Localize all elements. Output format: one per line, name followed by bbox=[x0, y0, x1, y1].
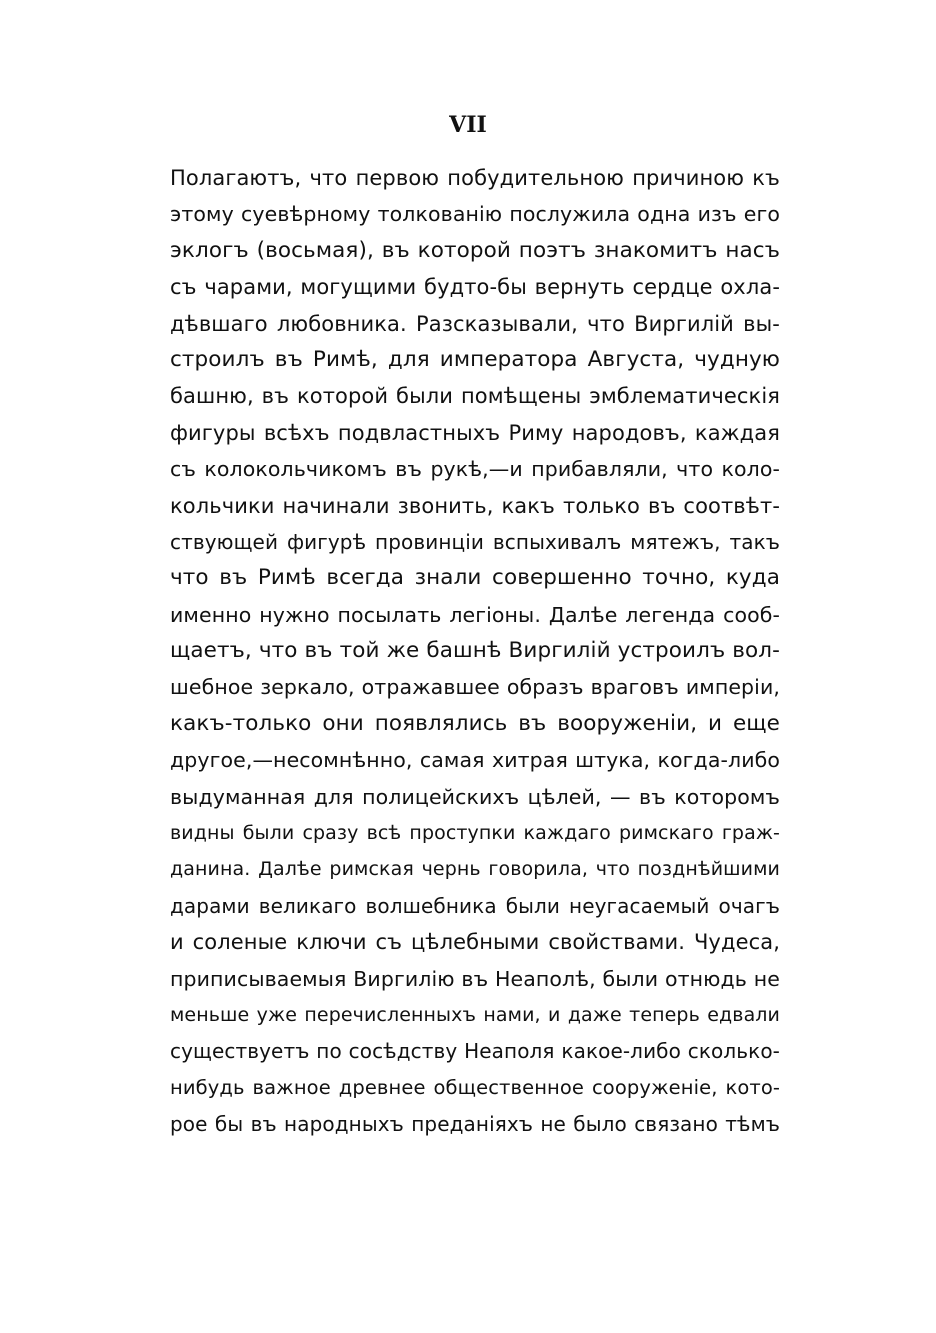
text-line: существуетъ по сосѣдству Неаполя какое-либо сколько- bbox=[170, 1039, 780, 1064]
text-line: рое бы въ народныхъ преданіяхъ не было связано тѣмъ bbox=[170, 1112, 780, 1137]
text-line: щаетъ, что въ той же башнѣ Виргилій устроилъ вол- bbox=[170, 638, 780, 664]
text-line: фигуры всѣхъ подвластныхъ Риму народовъ, каждая bbox=[170, 420, 780, 445]
text-line: дѣвшаго любовника. Разсказывали, что Виргилій вы- bbox=[170, 311, 780, 336]
text-line: этому суевѣрному толкованію послужила одна изъ его bbox=[170, 202, 780, 227]
text-line: видны были сразу всѣ проступки каждаго римскаго граж- bbox=[170, 822, 780, 845]
text-line: кольчики начинали звонить, какъ только въ соотвѣт- bbox=[170, 493, 780, 518]
text-line: ствующей фигурѣ провинціи вспыхивалъ мятежъ, такъ bbox=[170, 529, 780, 554]
text-line: дарами великаго волшебника были неугасаемый очагъ bbox=[170, 893, 780, 918]
text-line: эклогъ (восьмая), въ которой поэтъ знакомитъ насъ bbox=[170, 237, 780, 263]
text-line: и соленые ключи съ цѣлебными свойствами. Чудеса, bbox=[170, 930, 780, 955]
text-line: съ колокольчикомъ въ рукѣ,—и прибавляли, что коло- bbox=[170, 457, 780, 482]
body-text bbox=[170, 160, 780, 1143]
text-line: именно нужно посылать легіоны. Далѣе легенда сооб- bbox=[170, 602, 780, 627]
text-line: меньше уже перечисленныхъ нами, и даже теперь едвали bbox=[170, 1003, 780, 1026]
text-line: башню, въ которой были помѣщены эмблематическія bbox=[170, 384, 780, 409]
text-line: Полагаютъ, что первою побудительною причиною къ bbox=[170, 166, 780, 190]
text-line: строилъ въ Римѣ, для императора Августа, чудную bbox=[170, 346, 780, 372]
page-number: VII bbox=[449, 112, 487, 138]
text-line: нибудь важное древнее общественное сооруженіе, кото- bbox=[170, 1075, 780, 1099]
text-line: какъ-только они появлялись въ вооруженіи, и еще bbox=[170, 710, 780, 736]
text-line: что въ Римѣ всегда знали совершенно точно, куда bbox=[170, 565, 780, 591]
text-line: приписываемыя Виргилію въ Неаполѣ, были отнюдь не bbox=[170, 966, 780, 991]
text-line: шебное зеркало, отражавшее образъ враговъ имперіи, bbox=[170, 675, 780, 700]
text-line: другое,—несомнѣнно, самая хитрая штука, когда-либо bbox=[170, 748, 780, 773]
text-line: съ чарами, могущими будто-бы вернуть сердце охла- bbox=[170, 275, 780, 300]
text-line: выдуманная для полицейскихъ цѣлей, — въ которомъ bbox=[170, 784, 780, 809]
text-line: данина. Далѣе римская чернь говорила, что позднѣйшими bbox=[170, 858, 780, 881]
